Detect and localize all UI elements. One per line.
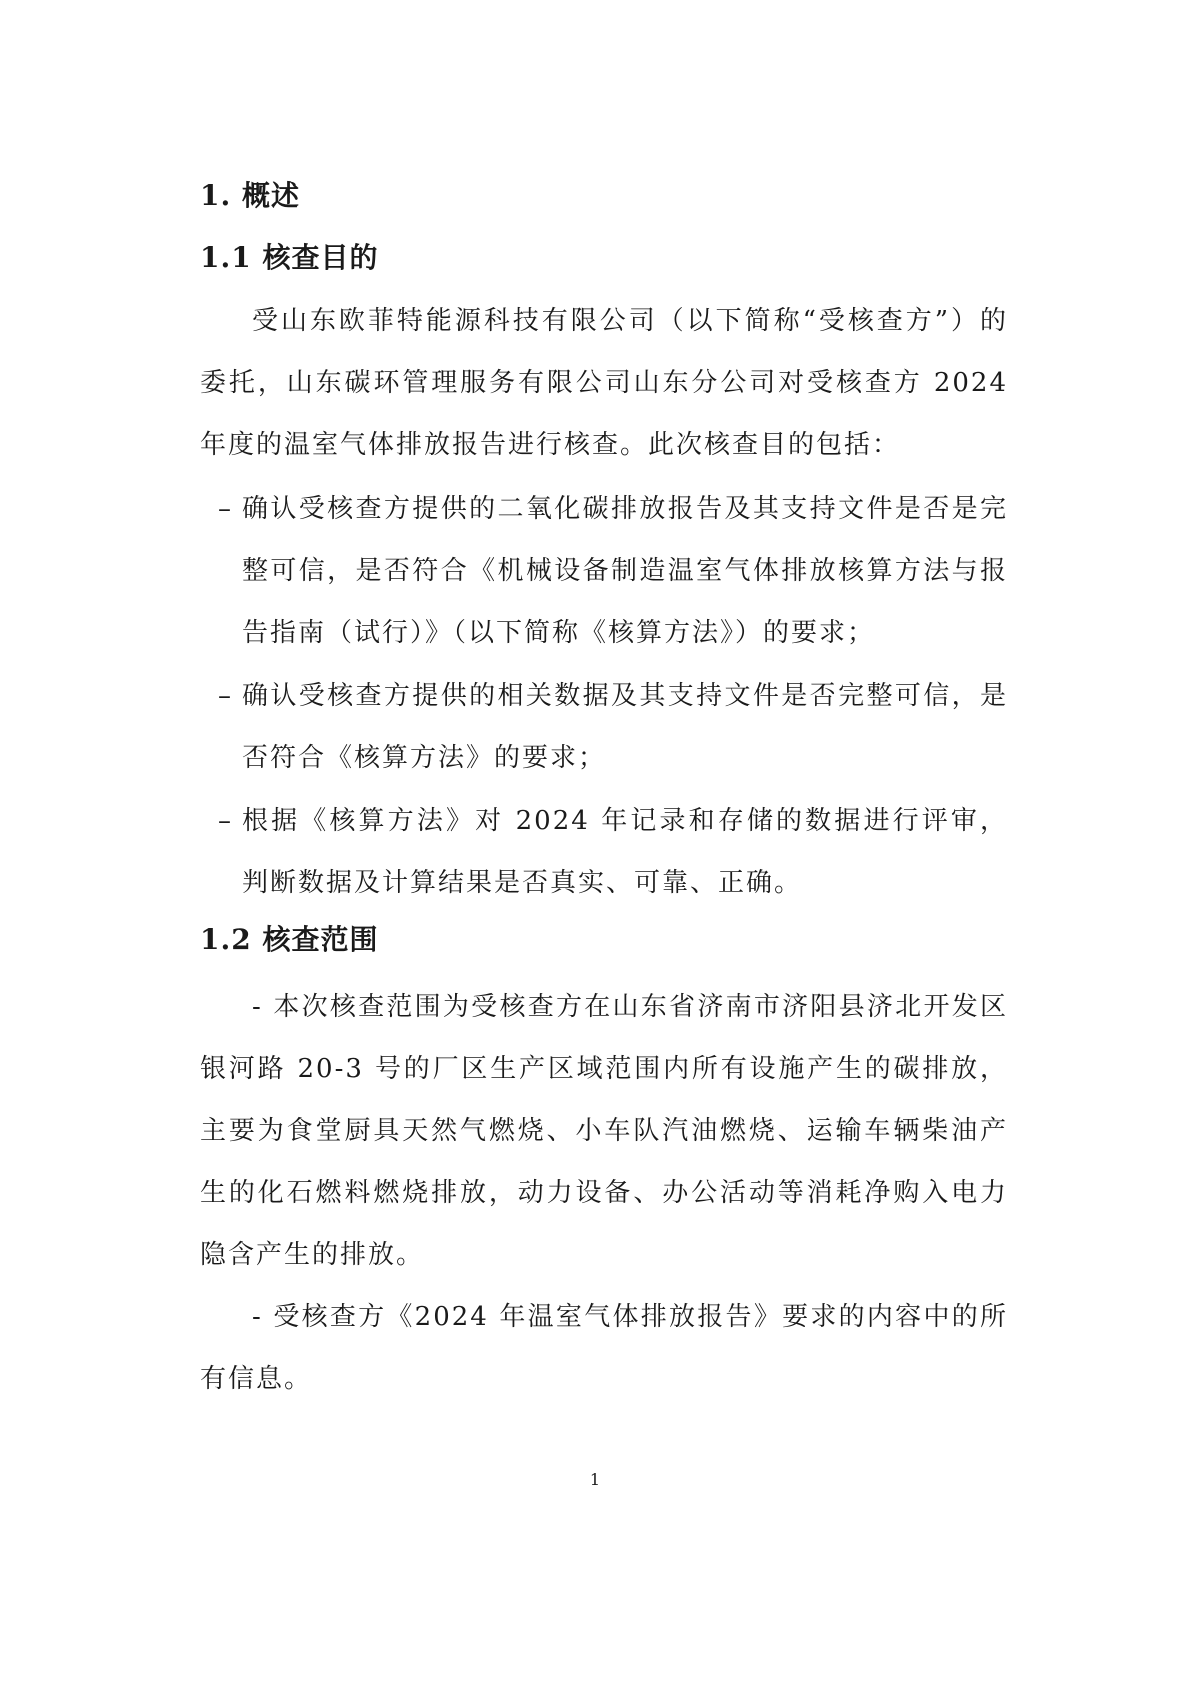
purpose-bullet-2 [218, 665, 1008, 789]
subsection-heading-scope: 1.2 核查范围 [200, 923, 379, 956]
bullet-dash: – [218, 681, 233, 711]
purpose-intro-paragraph: 受山东欧菲特能源科技有限公司（以下简称“受核查方”）的委托，山东碳环管理服务有限公司山东分公司对受核查方 2024 年度的温室气体排放报告进行核查。此次核查目的包括： [200, 306, 1008, 460]
bullet-text: 确认受核查方提供的相关数据及其支持文件是否完整可信，是否符合《核算方法》的要求； [242, 681, 1008, 773]
purpose-bullet-3 [218, 790, 1008, 914]
scope-paragraph-1: - 本次核查范围为受核查方在山东省济南市济阳县济北开发区银河路 20-3 号的厂区生产区域范围内所有设施产生的碳排放，主要为食堂厨具天然气燃烧、小车队汽油燃烧、运输车辆柴油产生的化石燃料燃烧排放，动力设备、办公活动等消耗净购入电力隐含产生的排放。 [200, 992, 1008, 1270]
subsection-heading-purpose: 1.1 核查目的 [200, 241, 379, 274]
page-number: 1 [589, 1470, 601, 1489]
bullet-text: 确认受核查方提供的二氧化碳排放报告及其支持文件是否是完整可信，是否符合《机械设备制造温室气体排放核算方法与报告指南（试行）》（以下简称《核算方法》）的要求； [242, 494, 1008, 648]
bullet-dash: – [218, 494, 233, 524]
bullet-text: 根据《核算方法》对 2024 年记录和存储的数据进行评审，判断数据及计算结果是否真实、可靠、正确。 [242, 806, 1008, 898]
purpose-bullet-1 [218, 478, 1008, 664]
bullet-dash: – [218, 806, 233, 836]
section-heading: 1. 概述 [200, 179, 300, 212]
scope-paragraph-2: - 受核查方《2024 年温室气体排放报告》要求的内容中的所有信息。 [200, 1302, 1008, 1394]
